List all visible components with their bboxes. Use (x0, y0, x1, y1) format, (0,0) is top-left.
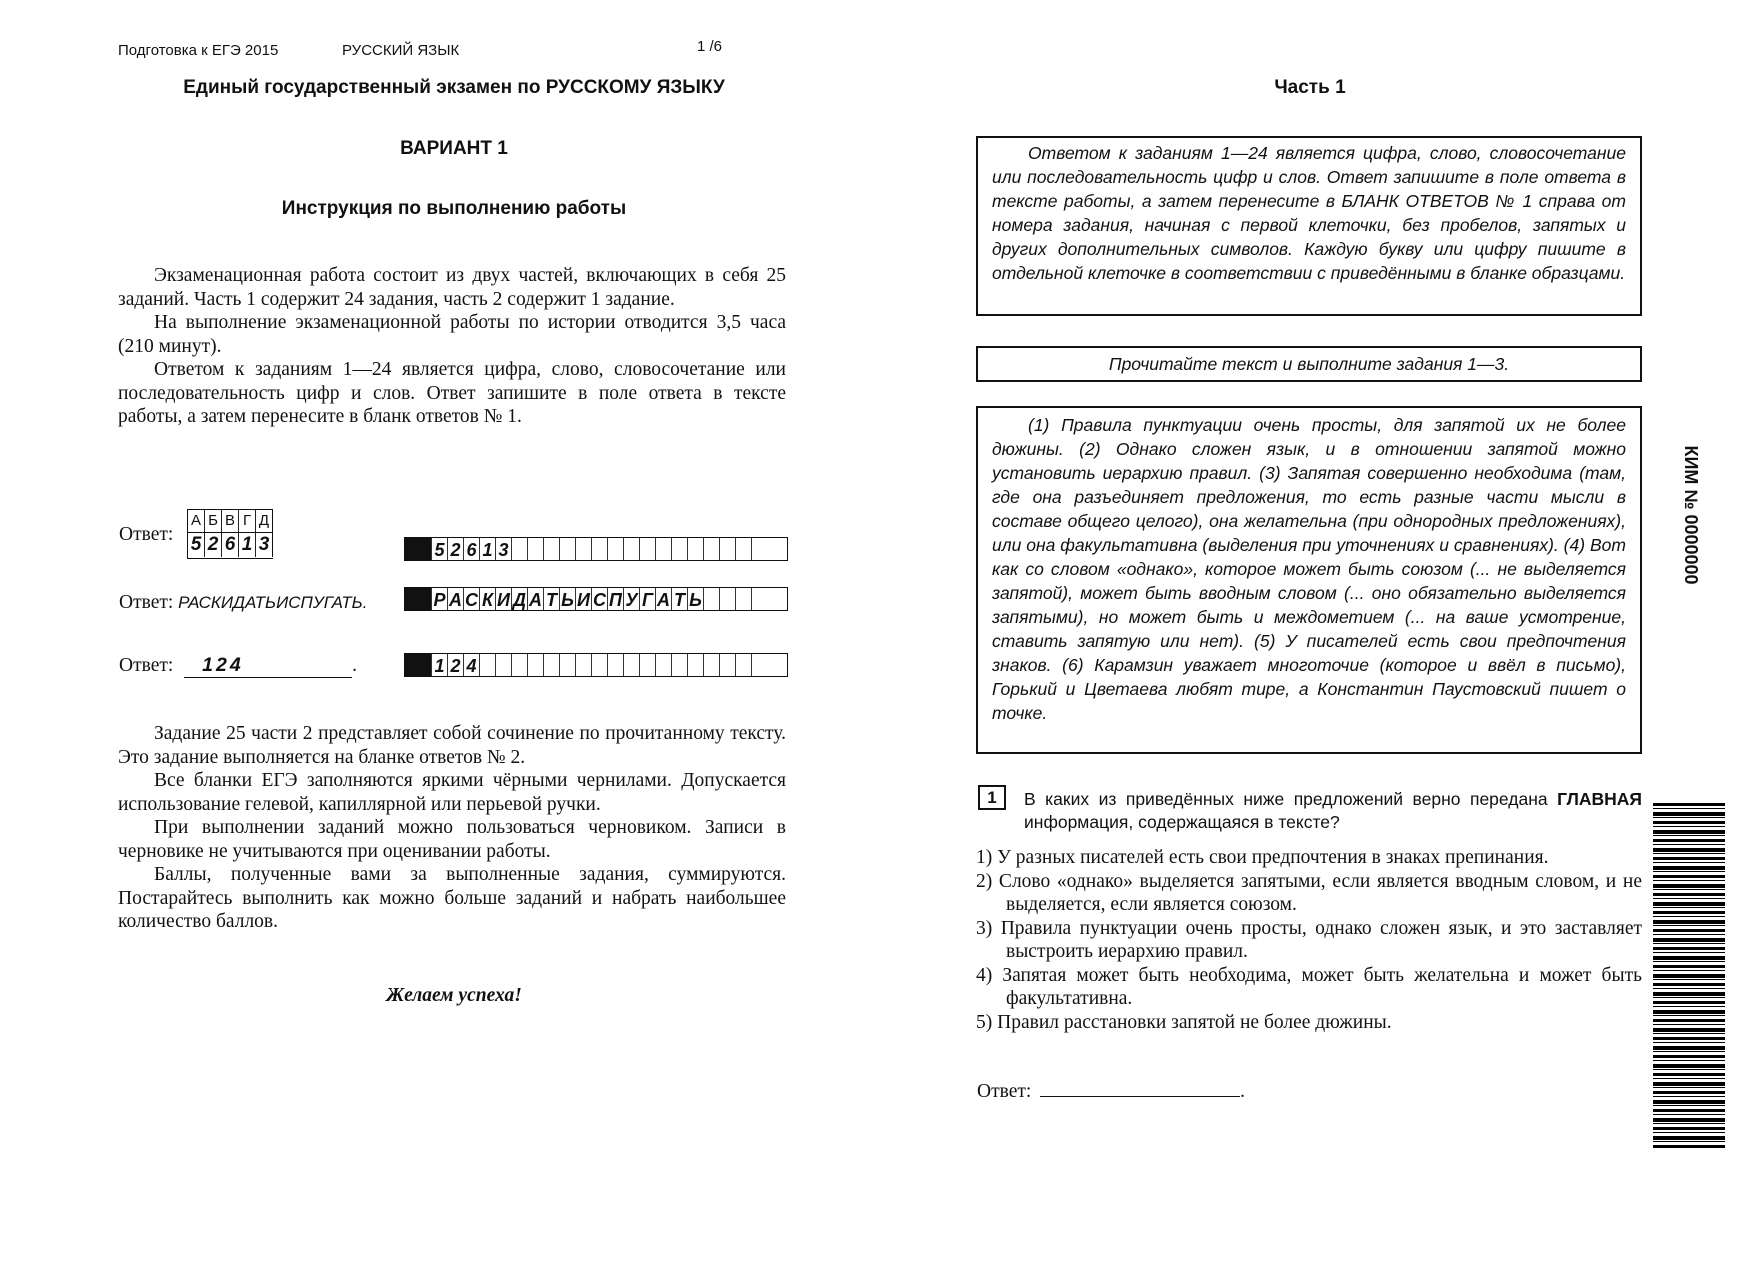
grid-cell (495, 654, 511, 677)
grid-cell: Т (543, 588, 559, 611)
answer-instructions-box: Ответом к заданиям 1—24 является цифра, слово, словосочетание или последовательность цифр и слов. Ответ запишите в поле ответа в тексте работы, а затем перенесите в БЛАНК ОТВЕТОВ № 1 справа от номера задания, начиная с первой клеточки, без пробелов, запятых и других дополнительных символов. Каждую букву или цифру пишите в отдельной клеточке в соответствии с приведёнными в бланке образцами. (976, 136, 1642, 316)
barcode (1653, 803, 1725, 1148)
question-text: информация, содержащаяся в тексте? (1024, 812, 1340, 832)
grid-cell (751, 538, 767, 561)
grid-cell: 2 (447, 654, 463, 677)
answer-grid-1 (404, 537, 788, 561)
grid-cell: 3 (495, 538, 511, 561)
grid-cell: 2 (447, 538, 463, 561)
grid-cell (591, 538, 607, 561)
question-text: В каких из приведённых ниже предложений верно передана (1024, 789, 1548, 809)
answer-label: Ответ: (119, 655, 174, 676)
instruction-title: Инструкция по выполнению работы (281, 198, 627, 219)
grid-cell (751, 654, 767, 677)
paragraph: Баллы, полученные вами за выполненные задания, суммируются. Постарайтесь выполнить как можно больше заданий и набрать наибольшее количество баллов. (118, 864, 786, 932)
grid-cell (527, 538, 543, 561)
paragraph: На выполнение экзаменационной работы по истории отводится 3,5 часа (210 минут). (118, 312, 786, 357)
grid-marker (405, 588, 431, 611)
grid-cell (511, 654, 527, 677)
grid-cell: И (575, 588, 591, 611)
grid-cell (703, 654, 719, 677)
grid-cell (735, 538, 751, 561)
grid-cell (671, 654, 687, 677)
grid-cell (527, 654, 543, 677)
grid-cell (623, 654, 639, 677)
letter-cell: Д (256, 510, 273, 532)
read-instruction-box: Прочитайте текст и выполните задания 1—3. (976, 346, 1642, 382)
grid-cell (575, 538, 591, 561)
instruction-intro (118, 264, 786, 429)
grid-cell (479, 654, 495, 677)
closing-wish: Желаем успеха! (386, 985, 522, 1006)
answer-end: . (1240, 1081, 1246, 1102)
paragraph: Задание 25 части 2 представляет собой сочинение по прочитанному тексту. Это задание выполняется на бланке ответов № 2. (118, 723, 786, 768)
grid-cell: У (623, 588, 639, 611)
grid-cell (655, 538, 671, 561)
answer-label: Ответ: (119, 592, 174, 613)
letter-cell: Г (239, 510, 256, 532)
question-emphasis: ГЛАВНАЯ (1557, 789, 1642, 809)
grid-cell: 4 (463, 654, 479, 677)
digit-cell: 5 (188, 533, 205, 557)
answer-value: 124 (184, 654, 352, 678)
answer-line-2 (119, 592, 367, 614)
task-answer-line (977, 1076, 1245, 1103)
digit-cell: 2 (205, 533, 222, 557)
letter-cell: Б (205, 510, 222, 532)
grid-cell (639, 538, 655, 561)
grid-cell (719, 654, 735, 677)
letter-digit-table (187, 509, 273, 559)
grid-cell: 5 (431, 538, 447, 561)
part-title: Часть 1 (1274, 77, 1346, 98)
option-item: 1) У разных писателей есть свои предпочтения в знаках препинания. (976, 847, 1549, 868)
header-subject: РУССКИЙ ЯЗЫК (342, 42, 460, 59)
digit-row (188, 533, 273, 558)
answer-value: РАСКИДАТЬИСПУГАТЬ. (178, 593, 368, 612)
grid-cell (735, 588, 751, 611)
grid-cell: 6 (463, 538, 479, 561)
grid-cell: А (657, 590, 670, 610)
grid-cell (687, 538, 703, 561)
grid-cell (687, 654, 703, 677)
grid-cell (703, 588, 719, 611)
option-item: 4) Запятая может быть необходима, может быть желательна и может быть факультативна. (976, 964, 1642, 1009)
grid-cell: С (465, 590, 478, 610)
grid-marker (405, 538, 431, 561)
digit-cell: 6 (222, 533, 239, 557)
paragraph: Экзаменационная работа состоит из двух частей, включающих в себя 25 заданий. Часть 1 содержит 24 задания, часть 2 содержит 1 задание. (118, 265, 786, 310)
grid-cell (719, 538, 735, 561)
answer-end: . (352, 655, 358, 676)
grid-cell: А (449, 590, 462, 610)
grid-cell (719, 588, 735, 611)
grid-cell (639, 654, 655, 677)
grid-cell (623, 538, 639, 561)
answer-line-3 (119, 654, 357, 678)
option-item: 2) Слово «однако» выделяется запятыми, если является вводным словом, и не выделяется, если является союзом. (976, 870, 1642, 915)
grid-cell (575, 654, 591, 677)
answer-label: Ответ: (977, 1081, 1032, 1102)
grid-cell: 1 (479, 538, 495, 561)
grid-cell: И (495, 588, 511, 611)
grid-cell: А (529, 590, 542, 610)
page-number: 1 /6 (697, 38, 723, 55)
grid-cell: Г (639, 588, 655, 611)
grid-cell: Д (513, 590, 526, 610)
task-number: 1 (978, 785, 1006, 810)
letter-cell: А (188, 510, 205, 532)
option-item: 3) Правила пунктуации очень просты, однако сложен язык, и это заставляет выстроить иерархию правил. (976, 917, 1642, 962)
answer-grid-2 (404, 587, 788, 611)
answer-blank[interactable] (1040, 1076, 1240, 1097)
kim-number: КИМ № 0000000 (1681, 445, 1701, 585)
answer-grid-3 (404, 653, 788, 677)
grid-cell (735, 654, 751, 677)
grid-cell: Ь (559, 588, 575, 611)
variant-title: ВАРИАНТ 1 (400, 138, 508, 159)
option-item: 5) Правил расстановки запятой не более дюжины. (976, 1011, 1392, 1033)
grid-cell: Т (671, 588, 687, 611)
grid-cell (543, 538, 559, 561)
grid-cell (559, 654, 575, 677)
grid-cell: К (479, 588, 495, 611)
grid-cell (591, 654, 607, 677)
reading-text-box: (1) Правила пунктуации очень просты, для запятой их не более дюжины. (2) Однако сложен язык, и в отношении запятой можно установить иерархию правил. (3) Запятая совершенно необходима (там, где она разъединяет предложения, то есть разные части мысли в составе общего целого), она желательна (при однородных предложениях), или она факультативна (выделения при уточнениях и сравнениях). (4) Вот как со словом «однако», которое может быть союзом (... не выделяется запятой), может быть вводным словом (... оно обязательно выделяется запятыми), но может быть и междометием (... на ваше усмотрение, ставить запятую или нет). (5) У писателей есть свои предпочтения знаков. (6) Карамзин уважает многоточие (которое и ввёл в письмо), Горький и Цветаева любят тире, а Константин Паустовский пишет о точке. (976, 406, 1642, 754)
exam-title: Единый государственный экзамен по РУССКОМУ ЯЗЫКУ (183, 77, 725, 98)
grid-cell (607, 654, 623, 677)
header-prep: Подготовка к ЕГЭ 2015 (118, 42, 279, 59)
digit-cell: 1 (239, 533, 256, 557)
answer-label: Ответ: (119, 524, 174, 545)
paragraph: При выполнении заданий можно пользоваться черновиком. Записи в черновике не учитываются при оценивании работы. (118, 817, 786, 862)
letter-cell: В (222, 510, 239, 532)
grid-cell: Р (431, 588, 447, 611)
grid-cell (511, 538, 527, 561)
grid-cell (559, 538, 575, 561)
grid-cell (751, 588, 767, 611)
grid-cell: П (607, 588, 623, 611)
letter-row (188, 510, 273, 533)
grid-cell: С (593, 590, 606, 610)
digit-cell: 3 (256, 533, 273, 557)
grid-cell (607, 538, 623, 561)
grid-cell: Ь (687, 588, 703, 611)
instruction-rules (118, 722, 786, 934)
paragraph: Все бланки ЕГЭ заполняются яркими чёрными чернилами. Допускается использование гелевой, капиллярной или перьевой ручки. (118, 770, 786, 815)
grid-cell (671, 538, 687, 561)
paragraph: Ответом к заданиям 1—24 является цифра, слово, словосочетание или последовательность цифр и слов. Ответ запишите в поле ответа в тексте работы, а затем перенесите в бланк ответов № 1. (118, 359, 786, 427)
grid-cell (703, 538, 719, 561)
grid-cell (543, 654, 559, 677)
answer-options (976, 846, 1642, 1034)
task-question (1024, 788, 1642, 834)
grid-cell (655, 654, 671, 677)
grid-marker (405, 654, 431, 677)
grid-cell: 1 (431, 654, 447, 677)
